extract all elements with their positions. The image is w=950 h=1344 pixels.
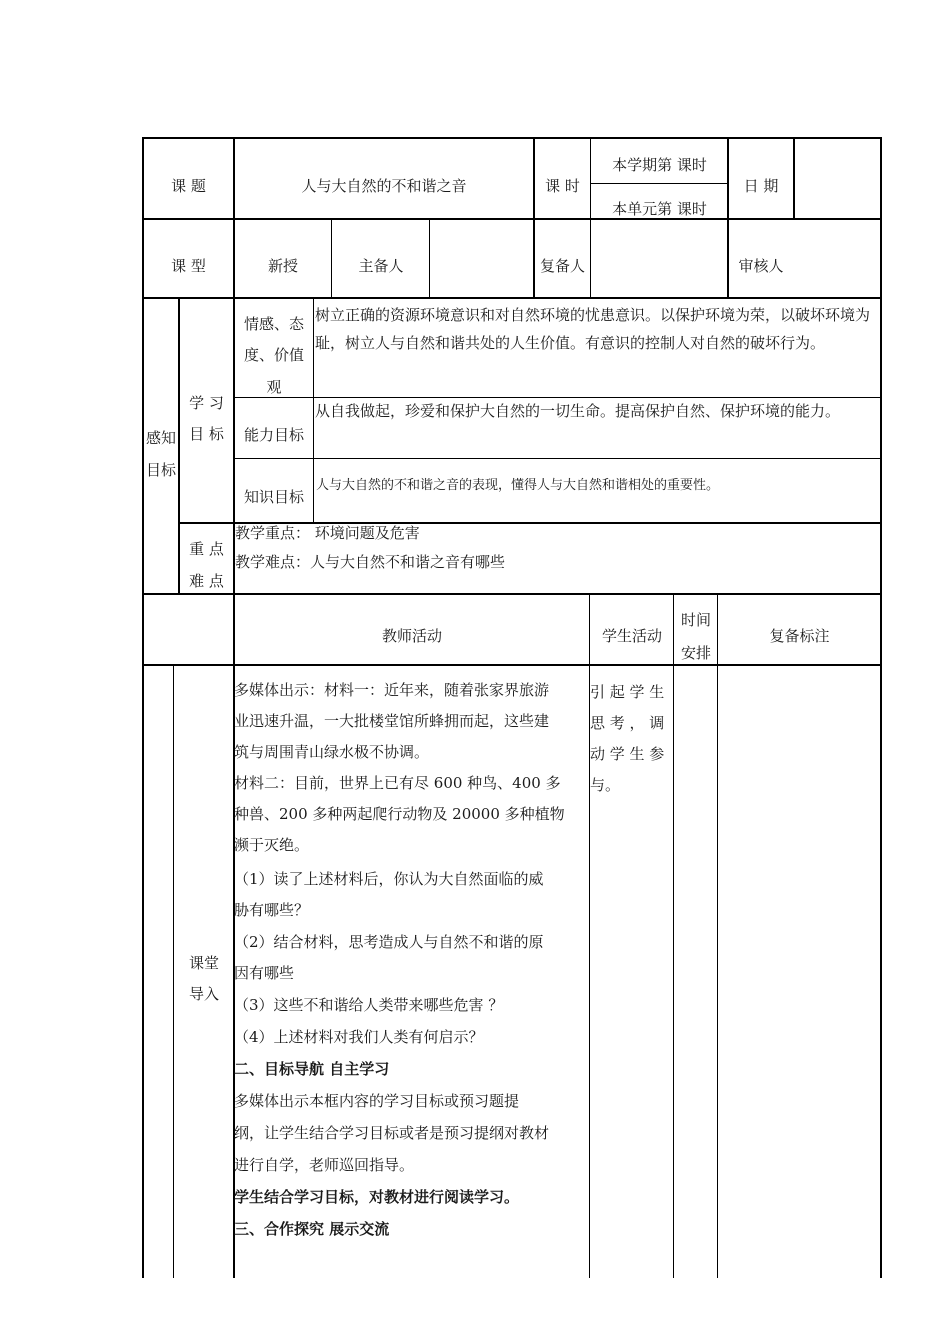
teacher-line: 多媒体出示本框内容的学习目标或预习题提	[234, 1092, 520, 1110]
date-label: 日 期	[743, 177, 779, 195]
learning-goal-label-2: 目 标	[189, 425, 224, 443]
teacher-line: 筑与周围青山绿水极不协调。	[234, 743, 430, 761]
emotion-label-3: 观	[266, 378, 282, 396]
topic-label: 课 题	[171, 177, 206, 195]
period-label: 课 时	[545, 177, 580, 195]
emotion-label-1: 情感、态	[243, 315, 304, 333]
teacher-activity-header: 教师活动	[381, 627, 442, 645]
teacher-line: （3）这些不和谐给人类带来哪些危害 ？	[234, 996, 504, 1014]
section-label-1: 课堂	[188, 954, 219, 972]
teacher-line: （1）读了上述材料后，你认为大自然面临的威	[234, 870, 544, 888]
time-header-1: 时间	[680, 611, 711, 629]
time-header-2: 安排	[680, 644, 711, 662]
student-line: 思 考 ， 调	[590, 714, 665, 732]
preparer-label: 主备人	[358, 257, 404, 275]
student-reading-note: 学生结合学习目标，对教材进行阅读学习。	[234, 1188, 520, 1206]
student-line: 引 起 学 生	[590, 683, 665, 701]
teacher-line: 进行自学，老师巡回指导。	[234, 1156, 415, 1174]
teacher-line: 纲，让学生结合学习目标或者是预习提纲对教材	[234, 1124, 550, 1142]
ability-goal-text: 从自我做起，珍爱和保护大自然的一切生命。提高保护自然、保护环境的能力。	[315, 402, 841, 420]
student-line: 动 学 生 参	[590, 745, 665, 763]
learning-goal-label-1: 学 习	[189, 394, 224, 412]
period-semester: 本学期第 课时	[612, 156, 707, 174]
ability-label: 能力目标	[243, 426, 304, 444]
perception-goal-label-1: 感知	[145, 429, 176, 447]
heading-cooperation: 三、合作探究 展示交流	[234, 1220, 390, 1238]
knowledge-goal-text: 人与大自然的不和谐之音的表现，懂得人与大自然和谐相处的重要性。	[316, 478, 720, 493]
teacher-line: 胁有哪些？	[234, 901, 310, 919]
teacher-line: 种兽、200 多种两起爬行动物及 20000 多种植物	[234, 805, 565, 823]
student-line: 与。	[590, 776, 621, 794]
auditor-label: 审核人	[738, 257, 784, 275]
reviewer-label: 复备人	[539, 257, 585, 275]
emotion-label-2: 度、价值	[243, 346, 304, 364]
teacher-line: （2）结合材料，思考造成人与自然不和谐的原	[234, 933, 544, 951]
teacher-line: 材料二：目前，世界上已有尽 600 种鸟、400 多	[234, 774, 561, 792]
emotion-goal-text: 树立正确的资源环境意识和对自然环境的忧患意识。以保护环境为荣，以破坏环境为耻，树立人与自然和谐共处的人生价值。有意识的控制人对自然的破坏行为。	[315, 306, 871, 352]
teacher-line: 业迅速升温，一大批楼堂馆所蜂拥而起，这些建	[234, 712, 550, 730]
remark-header: 复备标注	[769, 627, 830, 645]
heading-target-navigation: 二、目标导航 自主学习	[234, 1060, 390, 1078]
teacher-line: 濒于灭绝。	[234, 836, 310, 854]
type-label: 课 型	[171, 257, 206, 275]
perception-goal-label-2: 目标	[145, 461, 176, 479]
knowledge-label: 知识目标	[243, 488, 304, 506]
topic-value: 人与大自然的不和谐之音	[301, 177, 467, 195]
teacher-line: （4）上述材料对我们人类有何启示？	[234, 1028, 484, 1046]
section-label-2: 导入	[188, 985, 219, 1003]
key-difficult-label-1: 重 点	[189, 540, 224, 558]
type-value: 新授	[267, 257, 298, 275]
difficult-point: 教学难点：人与大自然不和谐之音有哪些	[235, 553, 506, 571]
teacher-line: 多媒体出示：材料一：近年来，随着张家界旅游	[234, 681, 550, 699]
teacher-line: 因有哪些	[234, 964, 295, 982]
key-difficult-label-2: 难 点	[189, 572, 224, 590]
period-unit: 本单元第 课时	[612, 200, 707, 218]
key-point: 教学重点： 环境问题及危害	[235, 524, 420, 542]
student-activity-header: 学生活动	[601, 627, 662, 645]
